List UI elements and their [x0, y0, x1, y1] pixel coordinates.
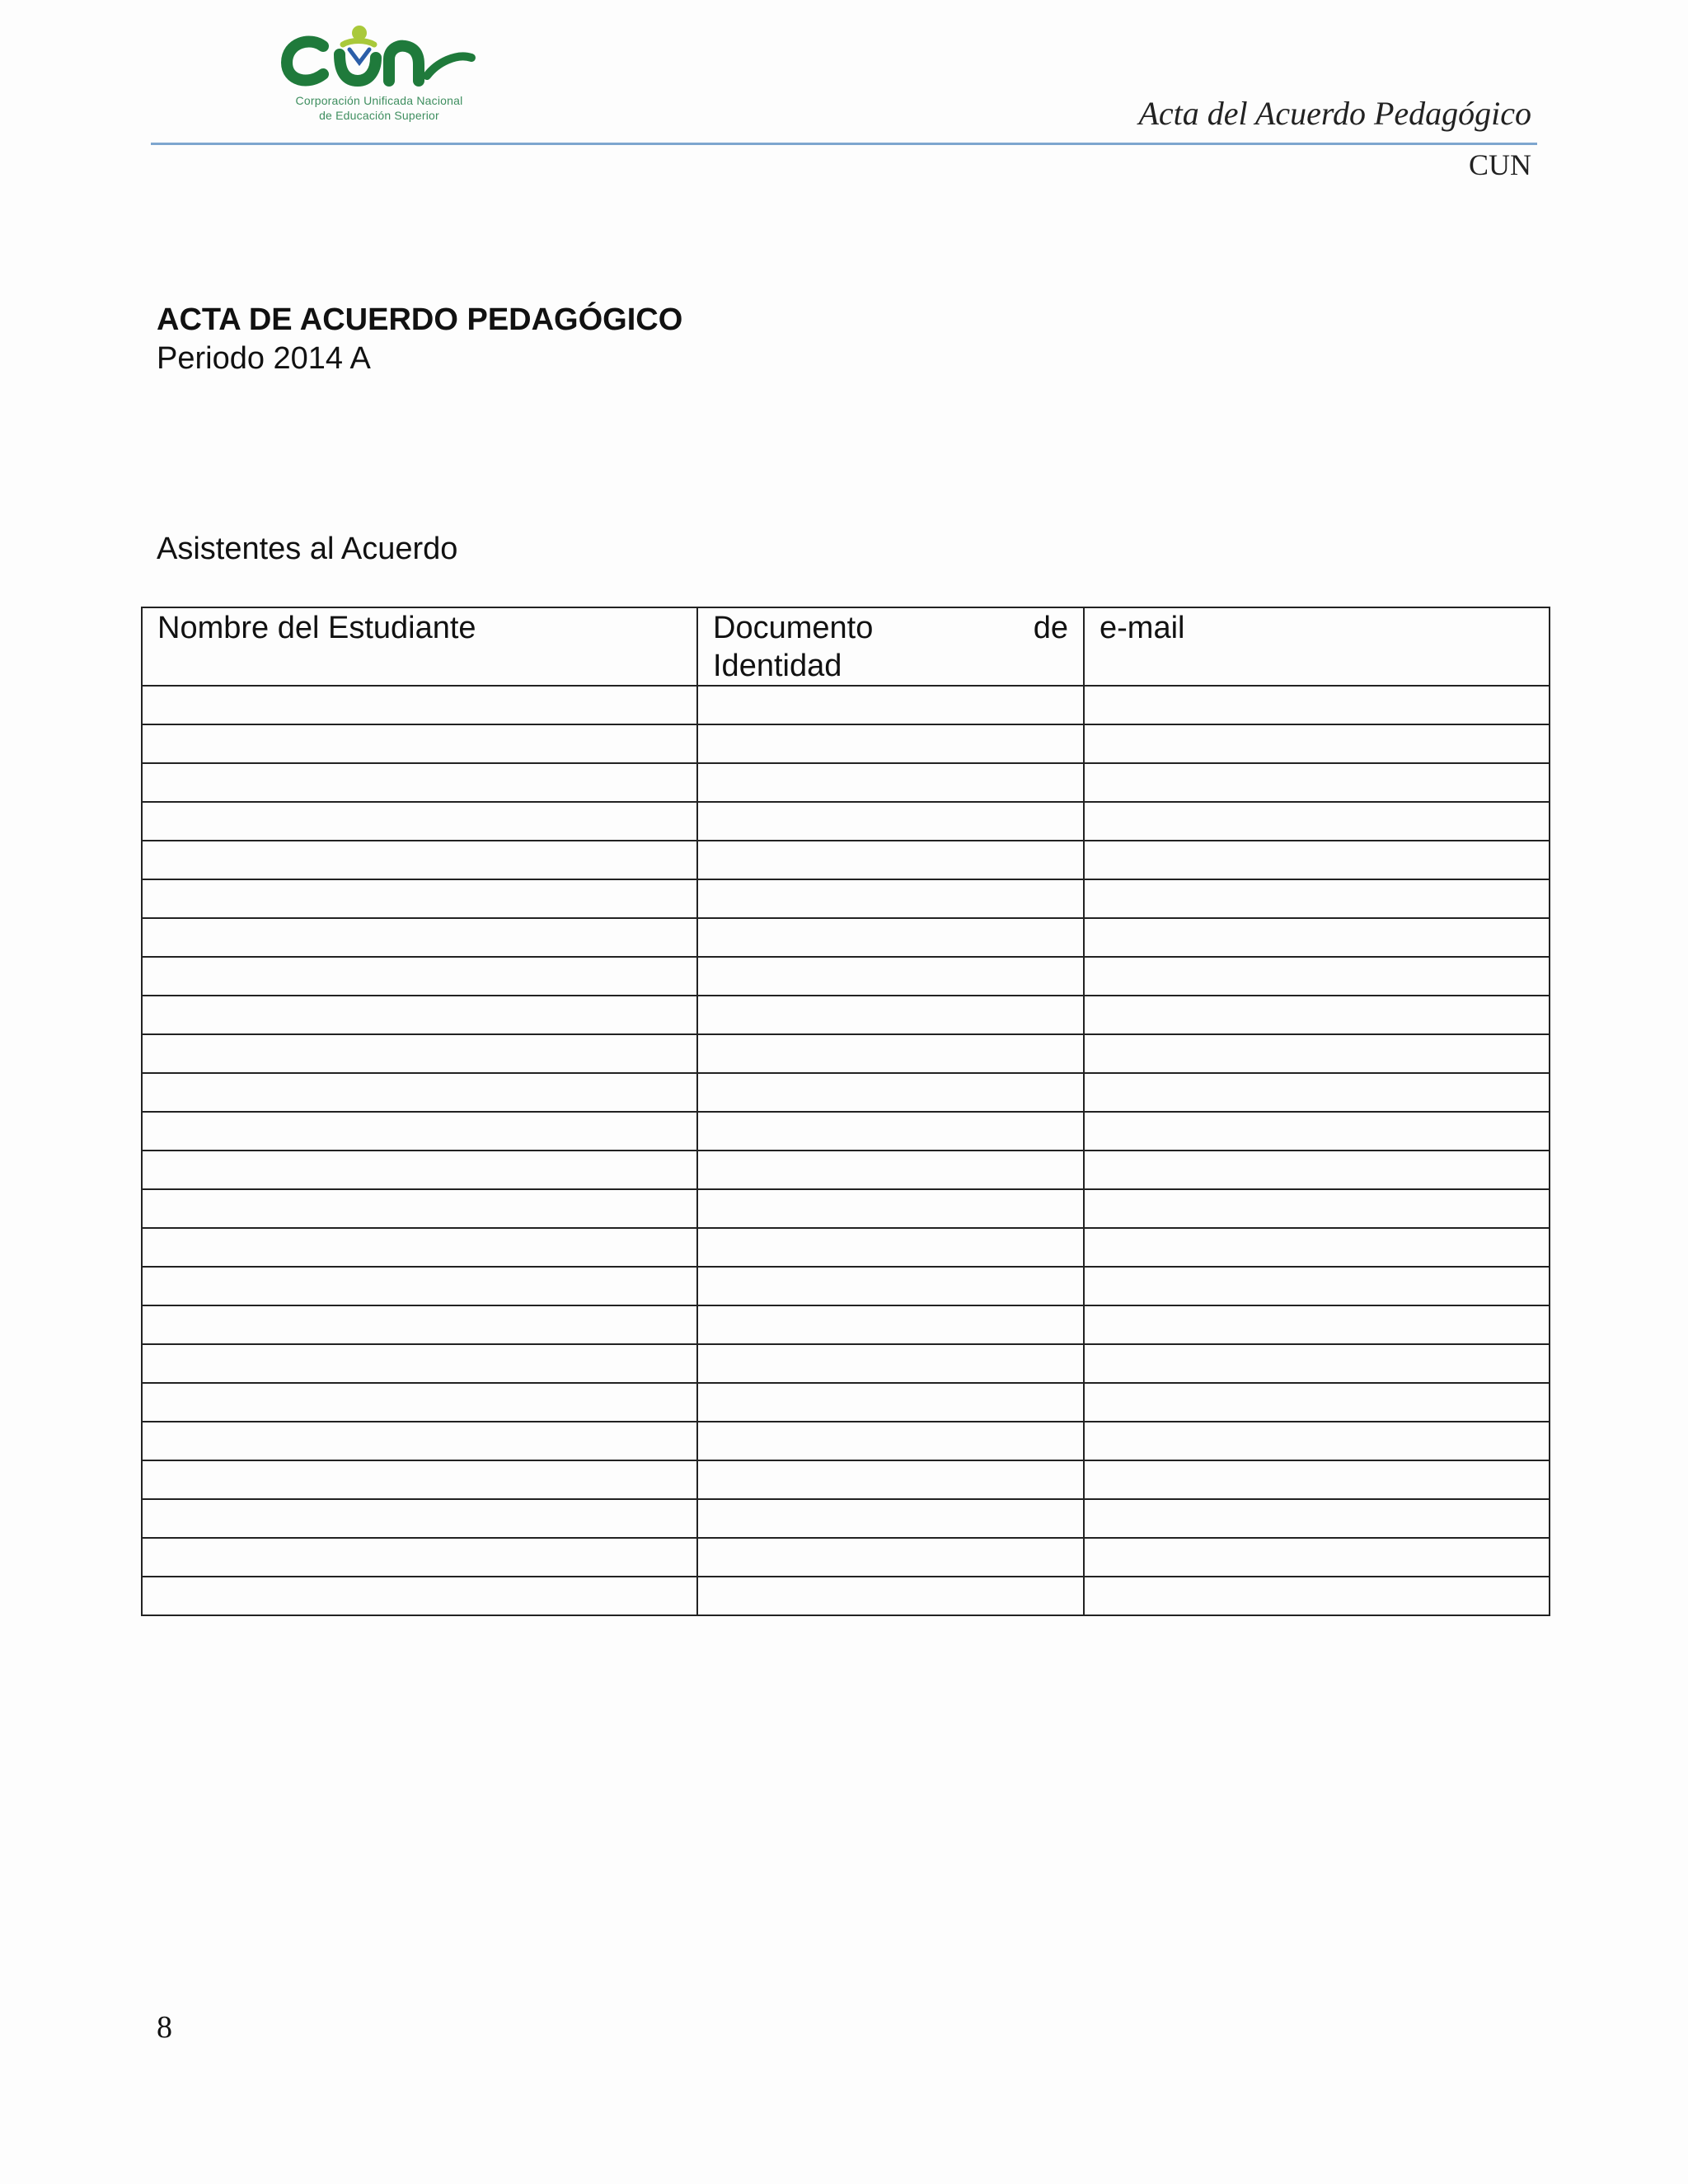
table-row	[142, 1034, 1550, 1073]
document-title: ACTA DE ACUERDO PEDAGÓGICO	[157, 302, 683, 337]
section-label-attendees: Asistentes al Acuerdo	[157, 532, 458, 566]
header-subtitle: CUN	[1468, 148, 1531, 181]
cell-student-name[interactable]	[142, 879, 697, 918]
cell-email[interactable]	[1084, 1344, 1550, 1383]
cell-id-document[interactable]	[697, 1228, 1084, 1267]
cell-id-document[interactable]	[697, 1499, 1084, 1538]
cell-student-name[interactable]	[142, 1383, 697, 1422]
cell-email[interactable]	[1084, 1228, 1550, 1267]
cell-id-document[interactable]	[697, 686, 1084, 724]
cell-id-document[interactable]	[697, 1151, 1084, 1189]
cell-email[interactable]	[1084, 1112, 1550, 1151]
cell-student-name[interactable]	[142, 1034, 697, 1073]
cell-student-name[interactable]	[142, 1151, 697, 1189]
cell-id-document[interactable]	[697, 1538, 1084, 1577]
header-email	[1084, 607, 1550, 686]
table-row	[142, 1383, 1550, 1422]
cell-id-document[interactable]	[697, 1577, 1084, 1615]
header-email-label: e-mail	[1100, 611, 1185, 645]
table-row	[142, 1073, 1550, 1112]
table-row	[142, 841, 1550, 879]
cell-id-document[interactable]	[697, 996, 1084, 1034]
table-row	[142, 1499, 1550, 1538]
logo-caption-line1: Corporación Unificada Nacional	[295, 94, 463, 107]
cell-student-name[interactable]	[142, 1538, 697, 1577]
table-row	[142, 1538, 1550, 1577]
header-student-name-label: Nombre del Estudiante	[157, 611, 476, 645]
cell-id-document[interactable]	[697, 802, 1084, 841]
cell-id-document[interactable]	[697, 1422, 1084, 1460]
header-id-document	[697, 607, 1084, 686]
table-row	[142, 1577, 1550, 1615]
table-row	[142, 724, 1550, 763]
cell-id-document[interactable]	[697, 724, 1084, 763]
cell-student-name[interactable]	[142, 996, 697, 1034]
table-row	[142, 957, 1550, 996]
table-row	[142, 1189, 1550, 1228]
cell-student-name[interactable]	[142, 763, 697, 802]
header-title: Acta del Acuerdo Pedagógico	[1138, 95, 1531, 132]
cell-id-document[interactable]	[697, 1460, 1084, 1499]
cell-student-name[interactable]	[142, 1460, 697, 1499]
cell-student-name[interactable]	[142, 1073, 697, 1112]
cell-id-document[interactable]	[697, 957, 1084, 996]
cell-id-document[interactable]	[697, 1034, 1084, 1073]
cell-id-document[interactable]	[697, 918, 1084, 957]
logo	[280, 21, 478, 130]
cell-student-name[interactable]	[142, 1189, 697, 1228]
cell-email[interactable]	[1084, 1305, 1550, 1344]
table-row	[142, 879, 1550, 918]
cell-email[interactable]	[1084, 724, 1550, 763]
cell-email[interactable]	[1084, 1538, 1550, 1577]
cell-student-name[interactable]	[142, 1267, 697, 1305]
cell-id-document[interactable]	[697, 841, 1084, 879]
header-divider	[151, 143, 1537, 145]
header-student-name	[142, 607, 697, 686]
table-row	[142, 802, 1550, 841]
header-id-document-word1: Documento	[713, 611, 874, 645]
cell-email[interactable]	[1084, 1460, 1550, 1499]
cun-logo-mark	[280, 21, 478, 96]
document-period: Periodo 2014 A	[157, 341, 371, 376]
table-row	[142, 918, 1550, 957]
cell-email[interactable]	[1084, 686, 1550, 724]
cell-email[interactable]	[1084, 996, 1550, 1034]
table-row	[142, 1460, 1550, 1499]
table-row	[142, 1305, 1550, 1344]
cell-email[interactable]	[1084, 802, 1550, 841]
table-row	[142, 763, 1550, 802]
cell-student-name[interactable]	[142, 1577, 697, 1615]
table-row	[142, 1151, 1550, 1189]
cell-student-name[interactable]	[142, 1499, 697, 1538]
cell-student-name[interactable]	[142, 1305, 697, 1344]
table-row	[142, 1422, 1550, 1460]
cell-id-document[interactable]	[697, 1267, 1084, 1305]
header-id-document-line1	[713, 609, 1068, 647]
header-id-document-word2: de	[1033, 611, 1068, 645]
cell-email[interactable]	[1084, 1267, 1550, 1305]
cell-id-document[interactable]	[697, 1305, 1084, 1344]
cell-email[interactable]	[1084, 1151, 1550, 1189]
cell-id-document[interactable]	[697, 1189, 1084, 1228]
cell-id-document[interactable]	[697, 1344, 1084, 1383]
cell-email[interactable]	[1084, 1422, 1550, 1460]
cell-email[interactable]	[1084, 957, 1550, 996]
cell-email[interactable]	[1084, 1073, 1550, 1112]
cell-email[interactable]	[1084, 841, 1550, 879]
cell-id-document[interactable]	[697, 1383, 1084, 1422]
logo-caption-line2: de Educación Superior	[319, 109, 439, 122]
header-id-document-word3: Identidad	[713, 649, 842, 683]
cell-id-document[interactable]	[697, 1073, 1084, 1112]
cell-email[interactable]	[1084, 918, 1550, 957]
cell-email[interactable]	[1084, 879, 1550, 918]
cell-email[interactable]	[1084, 1034, 1550, 1073]
table-row	[142, 996, 1550, 1034]
cell-email[interactable]	[1084, 1189, 1550, 1228]
cell-id-document[interactable]	[697, 879, 1084, 918]
cell-id-document[interactable]	[697, 1112, 1084, 1151]
table-row	[142, 1344, 1550, 1383]
cell-email[interactable]	[1084, 763, 1550, 802]
cell-student-name[interactable]	[142, 802, 697, 841]
table-row	[142, 1228, 1550, 1267]
cell-student-name[interactable]	[142, 1422, 697, 1460]
cell-student-name[interactable]	[142, 918, 697, 957]
table-row	[142, 686, 1550, 724]
table-header-row	[142, 607, 1550, 686]
cell-student-name[interactable]	[142, 841, 697, 879]
cell-student-name[interactable]	[142, 724, 697, 763]
cell-student-name[interactable]	[142, 1344, 697, 1383]
cell-student-name[interactable]	[142, 1228, 697, 1267]
table-row	[142, 1267, 1550, 1305]
cell-email[interactable]	[1084, 1383, 1550, 1422]
cell-email[interactable]	[1084, 1577, 1550, 1615]
table-row	[142, 1112, 1550, 1151]
cell-student-name[interactable]	[142, 686, 697, 724]
cell-student-name[interactable]	[142, 957, 697, 996]
page-number: 8	[157, 2010, 172, 2045]
cell-student-name[interactable]	[142, 1112, 697, 1151]
attendees-table	[141, 607, 1550, 1616]
cell-id-document[interactable]	[697, 763, 1084, 802]
cell-email[interactable]	[1084, 1499, 1550, 1538]
